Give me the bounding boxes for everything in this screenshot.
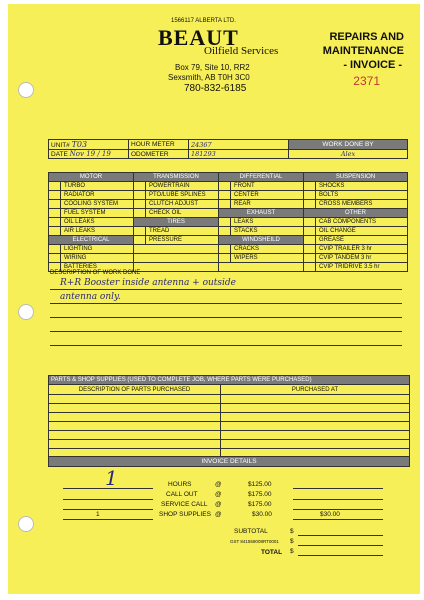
motor-header: MOTOR	[49, 173, 134, 182]
checkbox-item[interactable]: CVIP TANDEM 3 hr	[304, 254, 408, 263]
shop-supplies-label: SHOP SUPPLIES	[159, 511, 211, 518]
parts-col-description: DESCRIPTION OF PARTS PURCHASED	[49, 385, 221, 395]
currency-symbol: $	[290, 538, 294, 545]
parts-row[interactable]	[49, 422, 221, 431]
company-registration: 1566117 ALBERTA LTD.	[171, 18, 236, 24]
windshield-header: WINDSHEILD	[219, 236, 304, 245]
checkbox-item[interactable]: RADIATOR	[49, 191, 134, 200]
subtotal-label: SUBTOTAL	[234, 528, 268, 535]
at-sign: @	[215, 501, 222, 508]
heading-line2: MAINTENANCE	[322, 45, 404, 57]
shop-supplies-rate: $30.00	[252, 511, 272, 518]
hours-label: HOURS	[168, 481, 192, 488]
checkbox-item[interactable]: CROSS MEMBERS	[304, 200, 408, 209]
date-label: DATE	[51, 151, 68, 158]
parts-row[interactable]	[49, 413, 221, 422]
hours-qty[interactable]: 1	[105, 466, 118, 490]
company-phone: 780-832-6185	[184, 83, 247, 94]
parts-table	[48, 375, 410, 458]
odometer-value: 181293	[189, 150, 289, 159]
checkbox-item[interactable]: LIGHTING	[49, 245, 134, 254]
parts-title: PARTS & SHOP SUPPLIES (USED TO COMPLETE JOB, WHERE PARTS WERE PURCHASED)	[49, 376, 410, 385]
checkbox-item[interactable]: CHECK OIL	[134, 209, 219, 218]
callout-label: CALL OUT	[166, 491, 198, 498]
exhaust-header: EXHAUST	[219, 209, 304, 218]
checkbox-item[interactable]: WIRING	[49, 254, 134, 263]
checkbox-item[interactable]: STACKS	[219, 227, 304, 236]
checkbox-item[interactable]: TURBO	[49, 182, 134, 191]
electrical-header: ELECTRICAL	[49, 236, 134, 245]
parts-col-purchased-at: PURCHASED AT	[221, 385, 410, 395]
total-label: TOTAL	[261, 549, 283, 556]
heading-line1: REPAIRS AND	[329, 31, 404, 43]
currency-symbol: $	[290, 548, 294, 555]
transmission-header: TRANSMISSION	[134, 173, 219, 182]
checkbox-item[interactable]: SHOCKS	[304, 182, 408, 191]
checkbox-item[interactable]: CVIP TRAILER 3 hr	[304, 245, 408, 254]
checkbox-item[interactable]: LEAKS	[219, 218, 304, 227]
punch-hole	[18, 304, 34, 320]
date-value: Nov 19 / 19	[69, 150, 111, 158]
callout-rate: $175.00	[248, 491, 272, 498]
parts-row[interactable]	[49, 431, 221, 440]
invoice-sheet	[8, 4, 420, 594]
company-address-line1: Box 79, Site 10, RR2	[175, 63, 250, 72]
hours-rate: $125.00	[248, 481, 272, 488]
punch-hole	[18, 516, 34, 532]
description-label: DESCRIPTION OF WORK DONE	[50, 270, 141, 276]
service-call-rate: $175.00	[248, 501, 272, 508]
checkbox-item[interactable]: FUEL SYSTEM	[49, 209, 134, 218]
checkbox-item[interactable]: BATTERIES	[49, 263, 134, 272]
checkbox-item[interactable]: CENTER	[219, 191, 304, 200]
parts-row[interactable]	[49, 395, 221, 404]
invoice-number: 2371	[353, 74, 380, 88]
checkbox-item[interactable]: CVIP TRIDRIVE 3.5 hr	[304, 263, 408, 272]
unit-value: T03	[71, 140, 88, 149]
checkbox-item[interactable]: AIR LEAKS	[49, 227, 134, 236]
suspension-header: SUSPENSION	[304, 173, 408, 182]
at-sign: @	[215, 511, 222, 518]
odometer-label: ODOMETER	[129, 150, 189, 159]
description-line1[interactable]: R+R Booster inside antenna + outside	[60, 278, 236, 288]
differential-header: DIFFERENTIAL	[219, 173, 304, 182]
company-tagline: Oilfield Services	[204, 45, 279, 57]
description-line2[interactable]: antenna only.	[60, 292, 121, 302]
hour-meter-value: 24367	[189, 140, 289, 150]
checkbox-item[interactable]: CAB COMPONENTS	[304, 218, 408, 227]
checkbox-item[interactable]: PTO/LUBE SPLINES	[134, 191, 219, 200]
checkbox-item[interactable]: TREAD	[134, 227, 219, 236]
gst-label: GST 841559008RT0001	[230, 539, 279, 544]
punch-hole	[18, 82, 34, 98]
checkbox-item[interactable]: CLUTCH ADJUST	[134, 200, 219, 209]
parts-row[interactable]	[49, 440, 221, 449]
unit-label: UNIT#	[51, 142, 70, 149]
at-sign: @	[215, 481, 222, 488]
checkbox-item[interactable]: POWERTRAIN	[134, 182, 219, 191]
tires-header: TIRES	[134, 218, 219, 227]
checkbox-item[interactable]: REAR	[219, 200, 304, 209]
shop-supplies-qty[interactable]: 1	[96, 511, 100, 518]
checkbox-item[interactable]: WIPERS	[219, 254, 304, 263]
shop-supplies-total[interactable]: $30.00	[320, 511, 340, 518]
parts-row[interactable]	[49, 404, 221, 413]
other-header: OTHER	[304, 209, 408, 218]
company-address-line2: Sexsmith, AB T0H 3C0	[168, 73, 250, 82]
checkbox-item[interactable]: OIL CHANGE	[304, 227, 408, 236]
checkbox-item[interactable]: FRONT	[219, 182, 304, 191]
invoice-details-title: INVOICE DETAILS	[48, 456, 410, 467]
checkbox-item[interactable]: PRESSURE	[134, 236, 219, 245]
unit-info-table	[48, 139, 408, 159]
heading-line3: - INVOICE -	[343, 59, 402, 71]
service-call-label: SERVICE CALL	[161, 501, 208, 508]
checkbox-item[interactable]: COOLING SYSTEM	[49, 200, 134, 209]
at-sign: @	[215, 491, 222, 498]
work-done-by-value: Alex	[289, 150, 408, 159]
checkbox-item[interactable]: OIL LEAKS	[49, 218, 134, 227]
checkbox-item[interactable]: BOLTS	[304, 191, 408, 200]
hour-meter-label: HOUR METER	[129, 140, 189, 150]
checkbox-item[interactable]: GREASE	[304, 236, 408, 245]
service-categories-table	[48, 172, 408, 272]
checkbox-item[interactable]: CRACKS	[219, 245, 304, 254]
currency-symbol: $	[290, 528, 294, 535]
company-logo: BEAUT	[158, 25, 239, 50]
work-done-by-label: WORK DONE BY	[289, 140, 408, 150]
